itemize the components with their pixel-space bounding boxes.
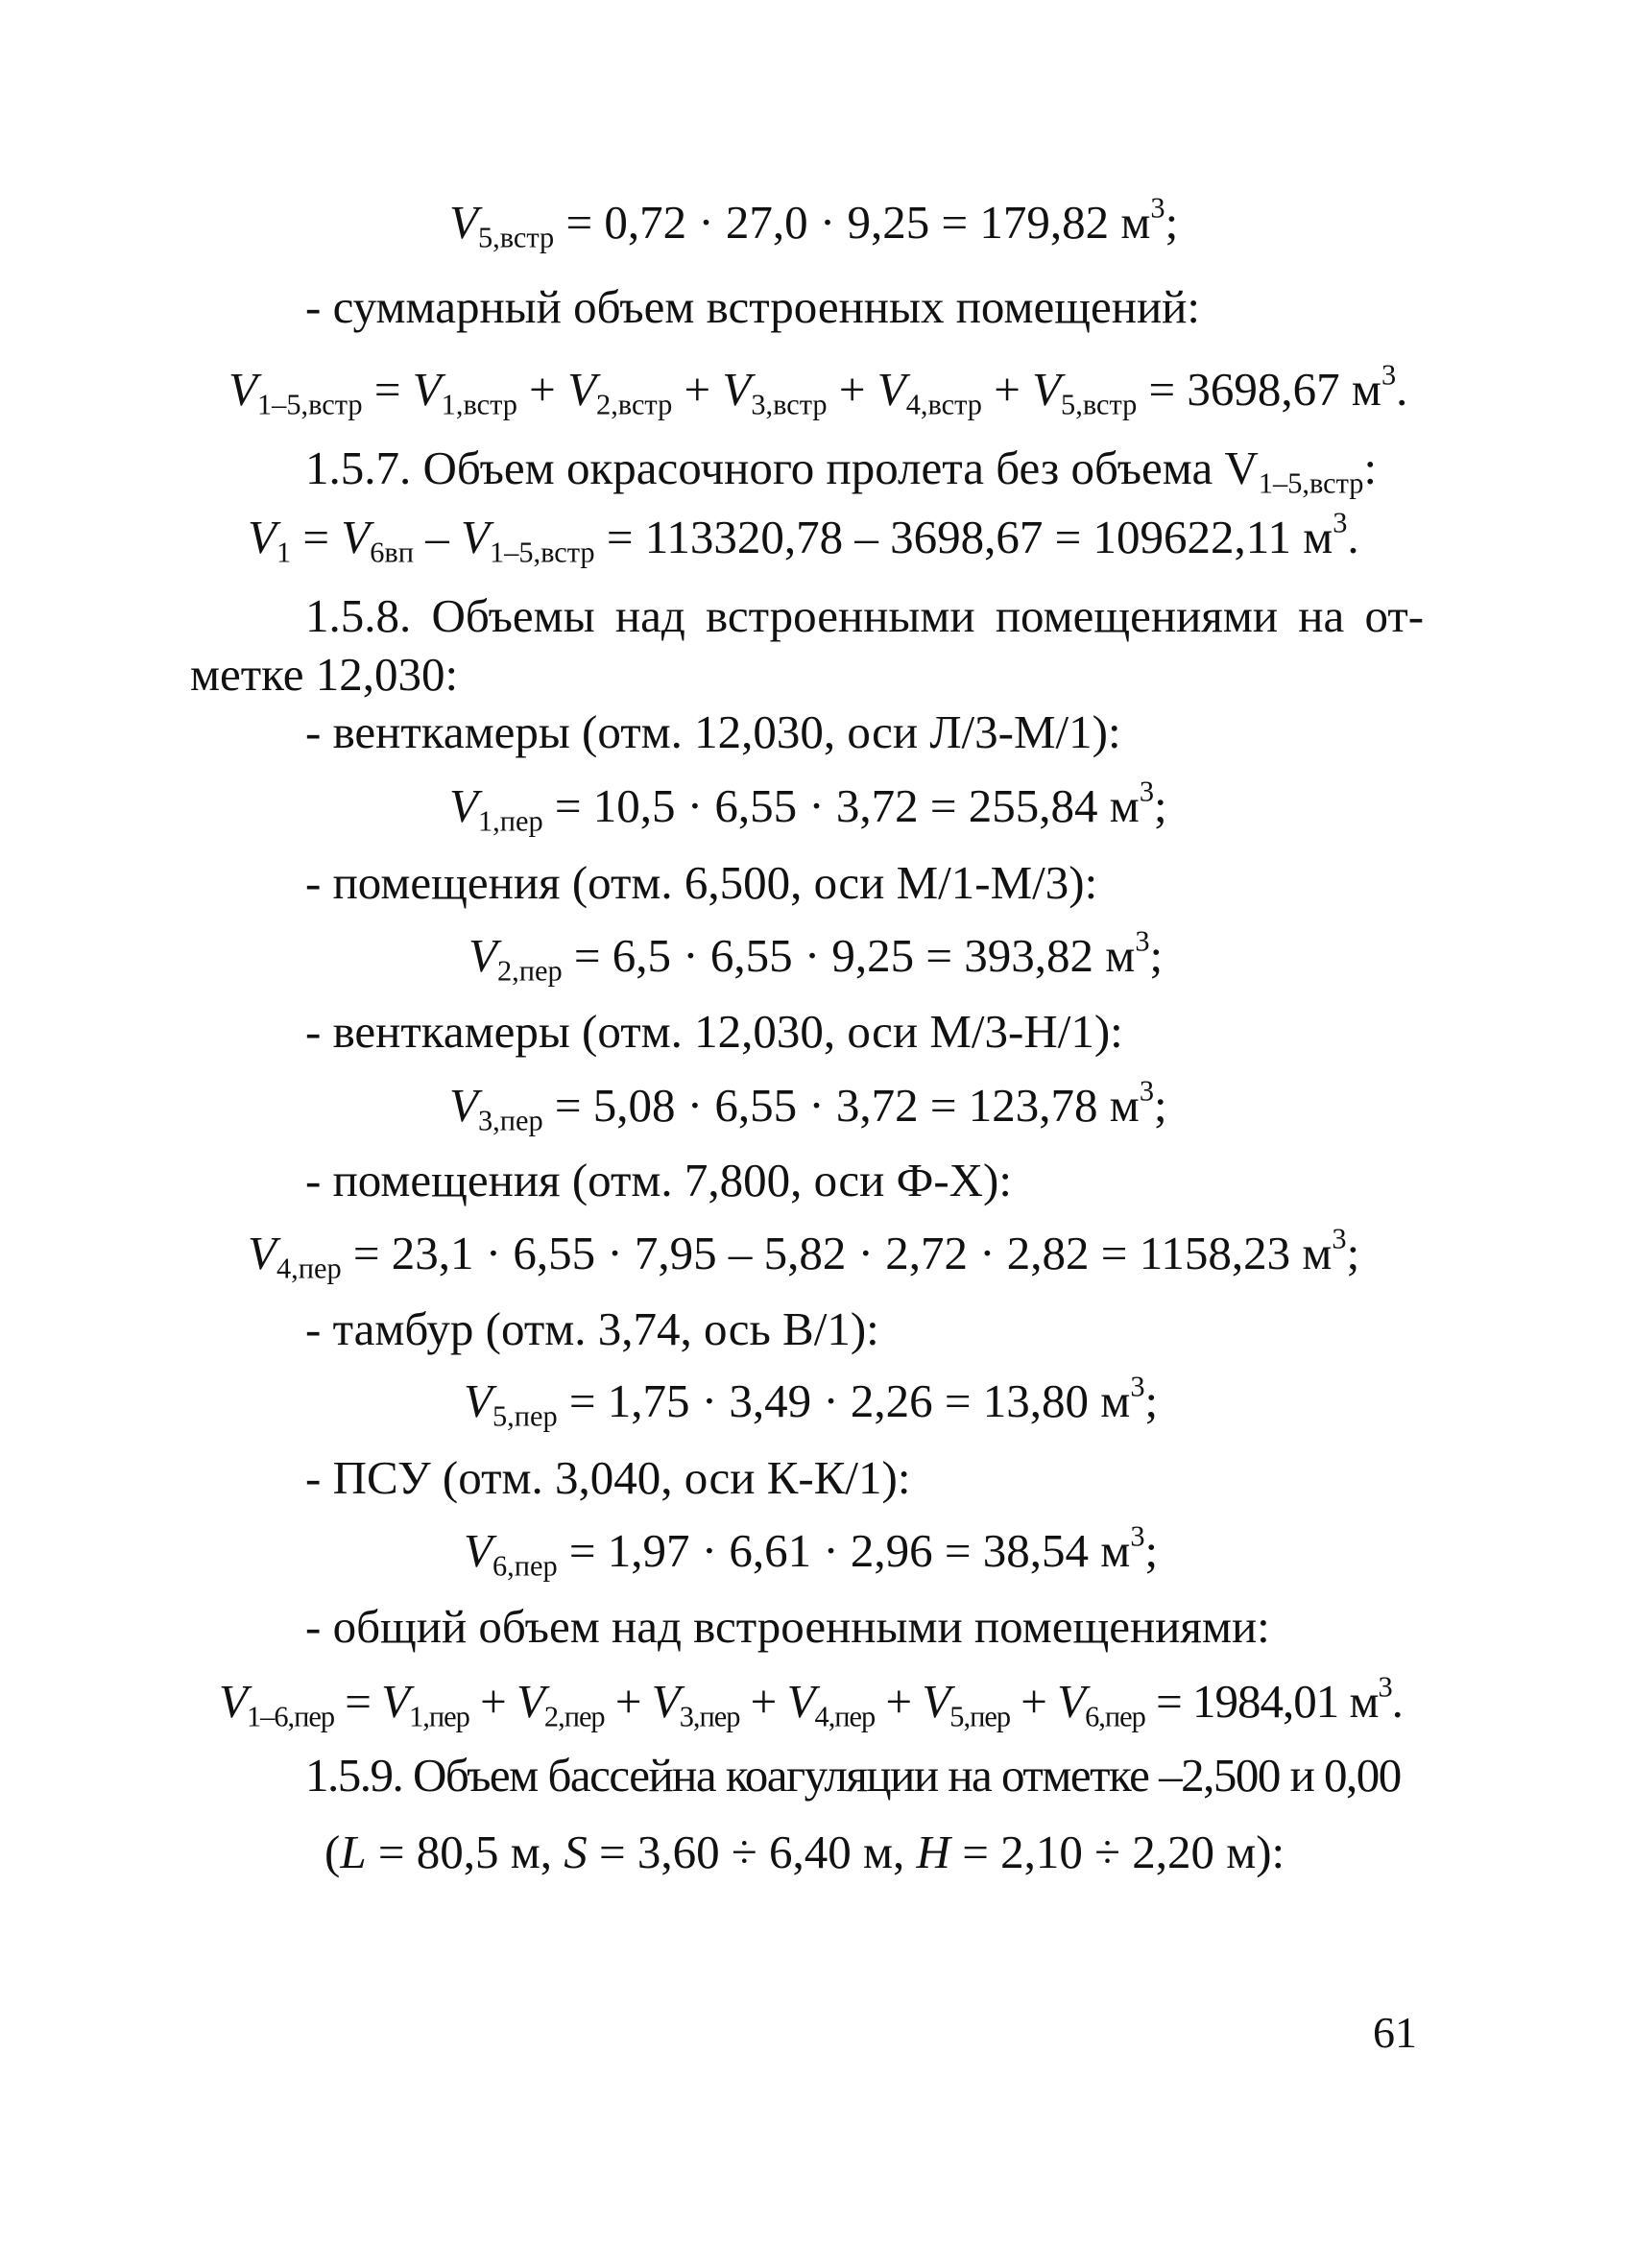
- section-1-5-8: 1.5.8. Объемы над встроенными помещениями на от-: [305, 589, 1425, 642]
- formula-v5-vstr: $V_{5,встр} = 0,72 \cdot 27,0 \cdot 9,25 = 179,82$ $м^3$;: [449, 191, 1179, 254]
- text-line: - тамбур (отм. 3,74, ось В/1):: [305, 1302, 879, 1355]
- text-line: - общий объем над встроенными помещениями:: [305, 1600, 1270, 1653]
- formula-v1-per: $V_{1,пер} = 10,5 \cdot 6,55 \cdot 3,72 = 255,84$ $м^3$;: [449, 775, 1167, 838]
- text-line: - помещения (отм. 6,500, оси М/1-М/3):: [305, 856, 1098, 909]
- page-number: 61: [1373, 2008, 1417, 2057]
- formula-v3-per: $V_{3,пер} = 5,08 \cdot 6,55 \cdot 3,72 = 123,78$ $м^3$;: [449, 1074, 1167, 1137]
- text-line: метке 12,030:: [190, 648, 459, 701]
- formula-v4-per: $V_{4,пер} = 23,1 \cdot 6,55 \cdot 7,95 - 5,82 \cdot 2,72 \cdot 2,82 = 1158,23$ $м^3$;: [248, 1222, 1360, 1285]
- text-line: - помещения (отм. 7,800, оси Ф-Х):: [305, 1154, 1012, 1206]
- text-line: - венткамеры (отм. 12,030, оси Л/3-М/1):: [305, 705, 1121, 758]
- formula-v5-per: $V_{5,пер} = 1,75 \cdot 3,49 \cdot 2,26 = 13,80$ $м^3$;: [464, 1370, 1159, 1433]
- formula-v2-per: $V_{2,пер} = 6,5 \cdot 6,55 \cdot 9,25 = 393,82$ $м^3$;: [468, 924, 1164, 988]
- text-line: - суммарный объем встроенных помещений:: [305, 280, 1201, 333]
- section-1-5-9: 1.5.9. Объем бассейна коагуляции на отметке –2,500 и 0,00: [305, 1749, 1401, 1802]
- formula-sum-vstr: $V_{1-5,встр} = V_{1,встр} + V_{2,встр} + V_{3,встр} + V_{4,встр} + V_{5,встр} = 3698,67$ $м^3$.: [228, 358, 1408, 421]
- formula-params: (L = 80,5 м, S = 3,60 ÷ 6,40 м, H = 2,10 ÷ 2,20 м):: [324, 1826, 1285, 1878]
- formula-sum-per: $V_{1-6,пер} = V_{1,пер} + V_{2,пер} + V_{3,пер} + V_{4,пер} + V_{5,пер} + V_{6,пер} = 1984,01$ $м^3$.: [219, 1670, 1403, 1733]
- section-1-5-7: 1.5.7. Объем окрасочного пролета без объема $V_{1-5,встр}$:: [305, 442, 1378, 500]
- formula-v6-per: $V_{6,пер} = 1,97 \cdot 6,61 \cdot 2,96 = 38,54$ $м^3$;: [464, 1519, 1159, 1583]
- formula-v1: $V_1 = V_{6вп} - V_{1-5,встр} = 113320,78 - 3698,67 = 109622,11$ $м^3$.: [248, 506, 1359, 569]
- text-line: - ПСУ (отм. 3,040, оси К-К/1):: [305, 1451, 911, 1504]
- text-line: - венткамеры (отм. 12,030, оси М/3-Н/1):: [305, 1005, 1123, 1058]
